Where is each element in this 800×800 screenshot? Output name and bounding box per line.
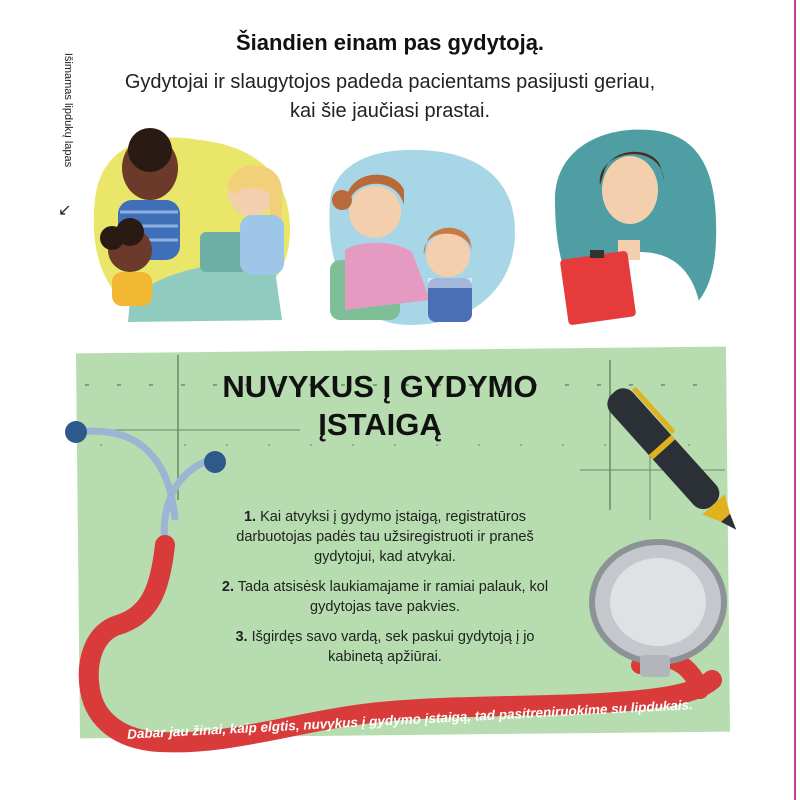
arrow-icon: ↙ bbox=[58, 202, 72, 219]
page-edge bbox=[794, 0, 796, 800]
sticker-sheet-note bbox=[58, 24, 78, 219]
step-number: 2. bbox=[221, 579, 235, 595]
step-text: Išgirdęs savo vardą, sek paskui gydytoją į jo kabinetą apžiūrai. bbox=[251, 629, 535, 665]
page-title: Šiandien einam pas gydytoją. bbox=[235, 30, 545, 55]
ribbon-text: Dabar jau žinai, kaip elgtis, nuvykus į gydymo įstaigą, tad pasitreniruokime su lipdukais. bbox=[126, 697, 694, 742]
steps-list bbox=[215, 507, 555, 677]
step-number: 1. bbox=[243, 509, 257, 525]
card-title: NUVYKUS Į GYDYMO ĮSTAIGĄ bbox=[222, 369, 538, 442]
sticker-sheet-label: Išimamas lipdukų lapas bbox=[62, 52, 74, 168]
step-text: Tada atsisėsk laukiamajame ir ramiai palauk, kol gydytojas tave pakvies. bbox=[237, 579, 549, 615]
step-1 bbox=[215, 507, 555, 567]
step-2 bbox=[215, 577, 555, 617]
step-text: Kai atvyksi į gydymo įstaigą, registratūros darbuotojas padės tau užsiregistruoti ir praneš gydytojui, kad atvykai. bbox=[236, 509, 534, 565]
intro-text: Gydytojai ir slaugytojos padeda pacientams pasijusti geriau, kai šie jaučiasi prastai. bbox=[124, 71, 656, 122]
step-3 bbox=[215, 627, 555, 667]
step-number: 3. bbox=[235, 629, 248, 645]
